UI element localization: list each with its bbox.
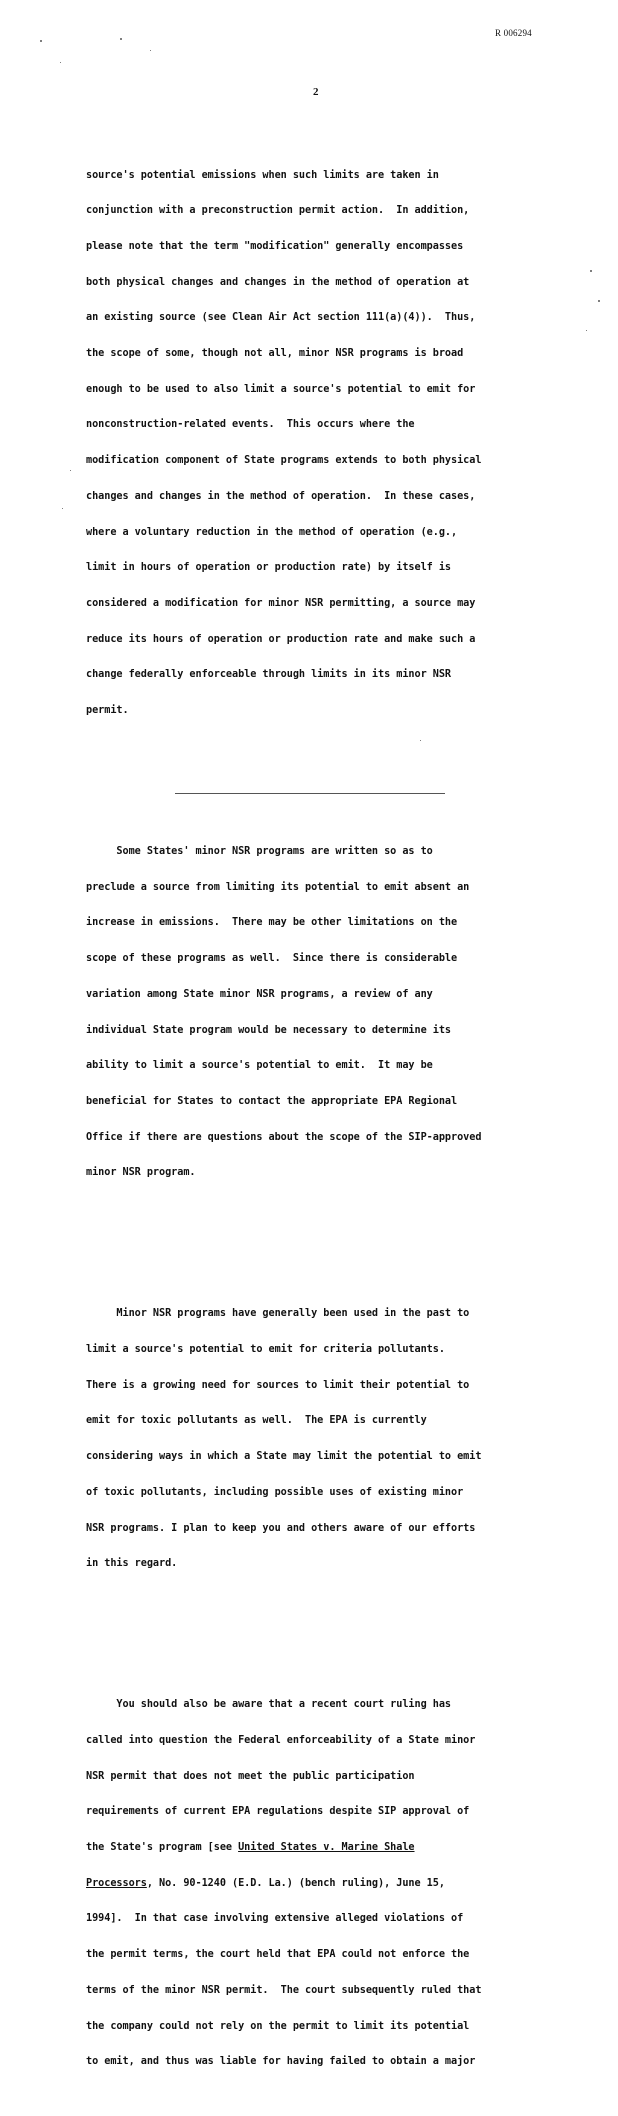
text-line: changes and changes in the method of operation. In these cases, bbox=[86, 490, 476, 502]
text-line: reduce its hours of operation or production rate and make such a bbox=[86, 633, 476, 645]
scan-speck bbox=[62, 508, 63, 509]
text-line: enough to be used to also limit a source's potential to emit for bbox=[86, 383, 476, 395]
text-line: the company could not rely on the permit to limit its potential bbox=[86, 2020, 470, 2032]
text-line bbox=[86, 1878, 556, 1890]
scan-speck bbox=[586, 330, 587, 331]
paragraph-2 bbox=[86, 822, 556, 1203]
text-line: preclude a source from limiting its potential to emit absent an bbox=[86, 881, 470, 893]
paragraph-4 bbox=[86, 1675, 556, 2092]
text-line: both physical changes and changes in the method of operation at bbox=[86, 276, 470, 288]
text-line: to emit, and thus was liable for having failed to obtain a major bbox=[86, 2056, 476, 2068]
text-line: NSR programs. I plan to keep you and others aware of our efforts bbox=[86, 1522, 476, 1534]
text-line: of toxic pollutants, including possible uses of existing minor bbox=[86, 1486, 464, 1498]
text-line: conjunction with a preconstruction permit action. In addition, bbox=[86, 205, 470, 217]
text-line: where a voluntary reduction in the method of operation (e.g., bbox=[86, 526, 458, 538]
text-line: NSR permit that does not meet the public participation bbox=[86, 1770, 415, 1782]
text-line bbox=[86, 1842, 556, 1854]
text-line: Some States' minor NSR programs are written so as to bbox=[86, 846, 433, 858]
scan-speck bbox=[420, 740, 421, 741]
text-line: Minor NSR programs have generally been used in the past to bbox=[86, 1308, 470, 1320]
bottom-rule bbox=[175, 793, 445, 794]
text-line: There is a growing need for sources to limit their potential to bbox=[86, 1379, 470, 1391]
text-line: increase in emissions. There may be other limitations on the bbox=[86, 917, 458, 929]
paragraph-1 bbox=[86, 146, 556, 741]
scan-speck bbox=[60, 62, 61, 63]
scan-speck bbox=[590, 270, 592, 272]
text-line: called into question the Federal enforceability of a State minor bbox=[86, 1734, 476, 1746]
case-citation-cont: Processors bbox=[86, 1877, 147, 1889]
text-line: nonconstruction-related events. This occurs where the bbox=[86, 419, 415, 431]
paragraph-3 bbox=[86, 1285, 556, 1594]
page-number: 2 bbox=[313, 86, 319, 98]
text-line: terms of the minor NSR permit. The court subsequently ruled that bbox=[86, 1984, 482, 1996]
letter-body bbox=[86, 110, 556, 2116]
text-line: please note that the term "modification" generally encompasses bbox=[86, 240, 464, 252]
text-line: ability to limit a source's potential to emit. It may be bbox=[86, 1060, 433, 1072]
text-line: considered a modification for minor NSR permitting, a source may bbox=[86, 597, 476, 609]
text-line: limit in hours of operation or production rate) by itself is bbox=[86, 562, 452, 574]
scan-speck bbox=[120, 38, 122, 40]
text-line: the scope of some, though not all, minor NSR programs is broad bbox=[86, 348, 464, 360]
scan-speck bbox=[70, 470, 71, 471]
bates-number: R 006294 bbox=[495, 28, 532, 38]
citation-lead: the State's program [see bbox=[86, 1842, 239, 1853]
text-line: You should also be aware that a recent court ruling has bbox=[86, 1699, 452, 1711]
text-line: the permit terms, the court held that EPA could not enforce the bbox=[86, 1949, 470, 1961]
text-line: individual State program would be necessary to determine its bbox=[86, 1024, 452, 1036]
case-citation: United States v. Marine Shale bbox=[238, 1842, 415, 1853]
text-line: permit. bbox=[86, 705, 129, 717]
scan-speck bbox=[598, 300, 600, 302]
text-line: 1994]. In that case involving extensive alleged violations of bbox=[86, 1913, 464, 1925]
text-line: an existing source (see Clean Air Act section 111(a)(4)). Thus, bbox=[86, 312, 476, 324]
text-line: source's potential emissions when such limits are taken in bbox=[86, 169, 439, 181]
text-line: in this regard. bbox=[86, 1558, 178, 1570]
text-line: Office if there are questions about the scope of the SIP-approved bbox=[86, 1131, 482, 1143]
text-line: beneficial for States to contact the appropriate EPA Regional bbox=[86, 1095, 458, 1107]
text-line: emit for toxic pollutants as well. The EPA is currently bbox=[86, 1415, 427, 1427]
text-line: scope of these programs as well. Since there is considerable bbox=[86, 953, 458, 965]
scan-speck bbox=[150, 50, 151, 51]
text-line: minor NSR program. bbox=[86, 1167, 196, 1179]
text-line: modification component of State programs extends to both physical bbox=[86, 455, 482, 467]
text-line: limit a source's potential to emit for criteria pollutants. bbox=[86, 1344, 445, 1356]
text-line: considering ways in which a State may limit the potential to emit bbox=[86, 1451, 482, 1463]
scan-speck bbox=[40, 40, 42, 42]
citation-details: , No. 90-1240 (E.D. La.) (bench ruling), June 15, bbox=[146, 1877, 445, 1889]
text-line: requirements of current EPA regulations despite SIP approval of bbox=[86, 1806, 470, 1818]
text-line: change federally enforceable through limits in its minor NSR bbox=[86, 669, 452, 681]
text-line: variation among State minor NSR programs, a review of any bbox=[86, 988, 433, 1000]
